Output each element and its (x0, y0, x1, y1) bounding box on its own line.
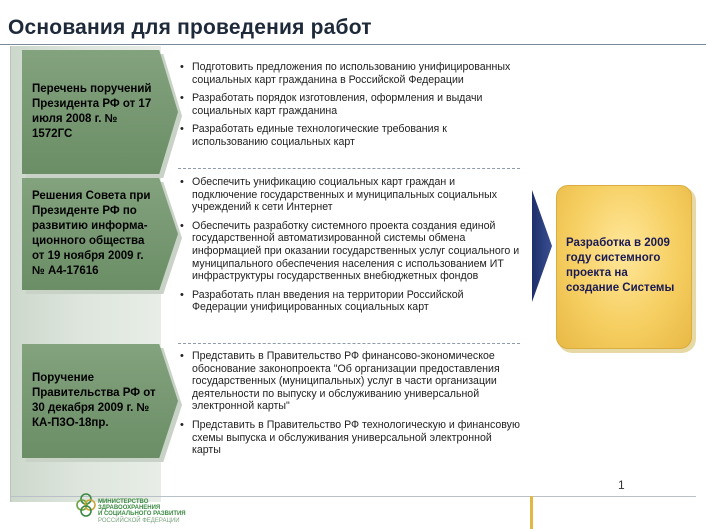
foundation-box-1 (22, 50, 178, 174)
task-group-3 (178, 350, 520, 463)
page-number: 1 (618, 478, 625, 492)
group-divider (178, 343, 520, 344)
task-item: • Представить в Правительство РФ технологическую и финансовую схемы выпуска и обслуживания универсальной электронной карты (178, 419, 520, 457)
task-item: • Разработать порядок изготовления, оформления и выдачи социальных карт гражданина (178, 92, 520, 117)
result-box (556, 185, 696, 353)
foundation-label-1: Перечень поручений Президента РФ от 17 июля 2008 г. № 1572ГС (32, 83, 152, 140)
task-item: • Разработать план введения на территории Российской Федерации унифицированных социальных карт (178, 289, 520, 314)
task-item: • Представить в Правительство РФ финансово-экономическое обоснование законопроекта "Об организации предоставления государственных (муниципальных) услуг в части организации деятельности по выпуску и обслуживанию универсальной электронной карты" (178, 350, 520, 413)
task-item: • Разработать единые технологические требования к использованию социальных карт (178, 123, 520, 148)
logo-line-4: РОССИЙСКОЙ ФЕДЕРАЦИИ (98, 517, 180, 524)
task-item: • Обеспечить унификацию социальных карт граждан и подключение государственных и муниципальных социальных учреждений к сети Интернет (178, 176, 520, 214)
footer-accent (530, 496, 533, 529)
task-item: • Подготовить предложения по использованию унифицированных социальных карт гражданина в Российской Федерации (178, 61, 520, 86)
logo-line-2: ЗДРАВООХРАНЕНИЯ (98, 505, 161, 512)
logo-line-1: МИНИСТЕРСТВО (98, 499, 149, 505)
ministry-emblem-icon (76, 492, 96, 518)
logo-line-3: И СОЦИАЛЬНОГО РАЗВИТИЯ (98, 511, 186, 518)
task-item: • Обеспечить разработку системного проекта создания единой государственной автоматизированной системы обмена информацией при оказании государственных услуг социального и муниципального обеспечения населения с использованием ИТ инфраструктуры государственных внебюджетных фондов (178, 220, 520, 283)
result-arrow (532, 190, 552, 302)
title-divider (0, 44, 706, 45)
foundation-box-3 (22, 344, 178, 458)
foundation-label-2: Решения Совета при Президенте РФ по развитию информа-ционного общества от 19 ноября 2009 г. № А4-17616 (32, 190, 151, 277)
foundation-label-3: Поручение Правительства РФ от 30 декабря 2009 г. № КА-П3О-18пр. (32, 372, 156, 429)
result-label: Разработка в 2009 году системного проекта на создание Системы (566, 237, 675, 294)
foundation-box-2 (22, 178, 178, 290)
page-title: Основания для проведения работ (8, 16, 372, 39)
group-divider (178, 168, 520, 169)
ministry-logo (76, 492, 186, 529)
task-group-1 (178, 61, 520, 155)
task-group-2 (178, 176, 520, 320)
